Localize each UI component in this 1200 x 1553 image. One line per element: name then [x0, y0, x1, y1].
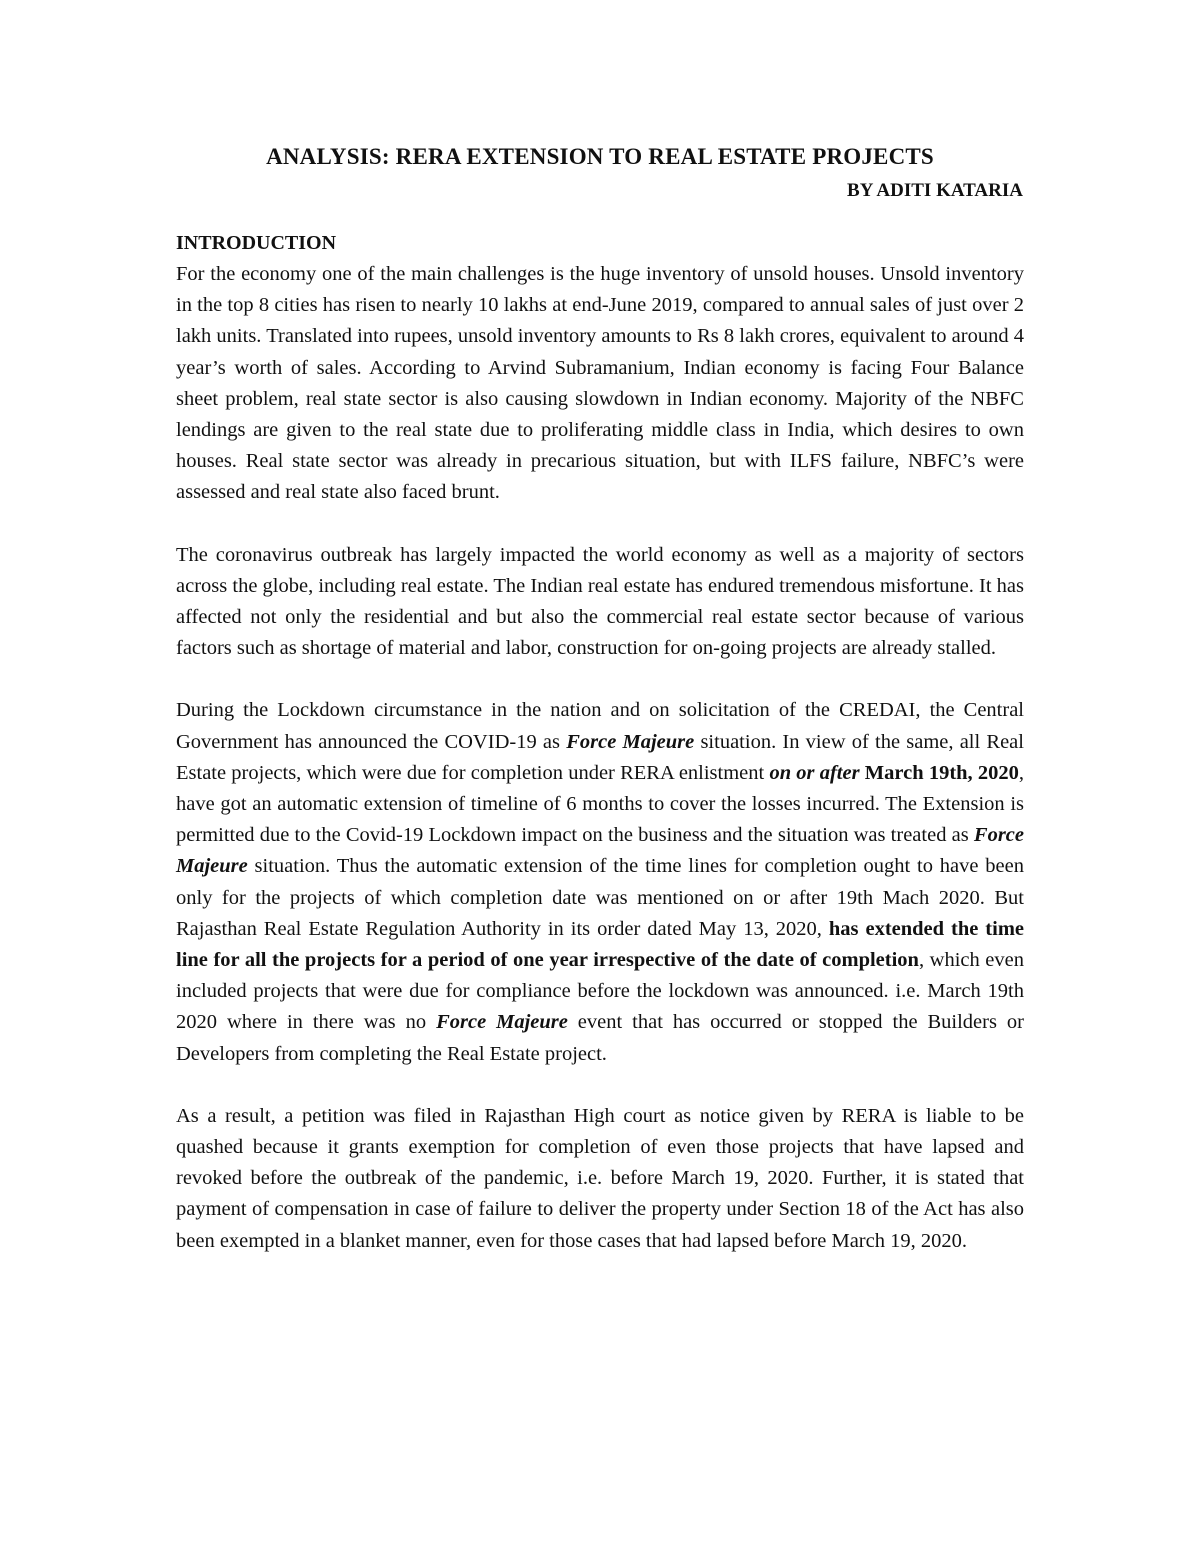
paragraph-3	[176, 695, 1024, 1069]
paragraph-3-text-6: event that has occurred or stopped the Builders or Developers from completing the Real Estate project.	[176, 1011, 1024, 1065]
march-19-date-emphasis: March 19th, 2020	[864, 761, 1019, 784]
author-byline: BY ADITI KATARIA	[847, 180, 1023, 201]
paragraph-3-text-3: , have got an automatic extension of timeline of 6 months to cover the losses incurred. The Extension is permitted due to the Covid-19 Lockdown impact on the business and the situation was treated as	[176, 761, 1025, 847]
document-title: ANALYSIS: RERA EXTENSION TO REAL ESTATE PROJECTS	[266, 144, 934, 169]
document-body	[176, 228, 1024, 1257]
paragraph-1: For the economy one of the main challenges is the huge inventory of unsold houses. Unsold inventory in the top 8 cities has risen to nearly 10 lakhs at end-June 2019, compared to annual sales of just over 2 lakh units. Translated into rupees, unsold inventory amounts to Rs 8 lakh crores, equivalent to around 4 year’s worth of sales. According to Arvind Subramanium, Indian economy is facing Four Balance sheet problem, real state sector is also causing slowdown in Indian economy. Majority of the NBFC lendings are given to the real state due to proliferating middle class in India, which desires to own houses. Real state sector was already in precarious situation, but with ILFS failure, NBFC’s were assessed and real state also faced brunt.	[176, 263, 1024, 504]
force-majeure-emphasis-1: Force Majeure	[566, 730, 695, 753]
paragraph-2: The coronavirus outbreak has largely impacted the world economy as well as a majority of sectors across the globe, including real estate. The Indian real estate has endured tremendous misfortune. It has affected not only the residential and but also the commercial real estate sector because of various factors such as shortage of material and labor, construction for on-going projects are already stalled.	[176, 543, 1024, 660]
paragraph-3-text-1: During the Lockdown circumstance in the nation and on solicitation of the CREDAI, the Central Government has announced the COVID-19 as	[176, 699, 1024, 753]
force-majeure-emphasis-3: Force Majeure	[436, 1011, 568, 1034]
paragraph-3-text-5: , which even included projects that were due for compliance before the lockdown was announced. i.e. March 19th 2020 where in there was no	[176, 949, 1024, 1034]
force-majeure-emphasis-2: Force Majeure	[176, 824, 1024, 878]
paragraph-3-text-2: situation. In view of the same, all Real Estate projects, which were due for completion under RERA enlistment	[176, 730, 1024, 784]
paragraph-3-text-4: situation. Thus the automatic extension of the time lines for completion ought to have been only for the projects of which completion date was mentioned on or after 19th Mach 2020. But Rajasthan Real Estate Regulation Authority in its order dated May 13, 2020,	[176, 855, 1024, 940]
section-heading-introduction: INTRODUCTION	[176, 232, 337, 254]
on-or-after-emphasis: on or after	[769, 761, 860, 784]
paragraph-4: As a result, a petition was filed in Rajasthan High court as notice given by RERA is liable to be quashed because it grants exemption for completion of even those projects that have lapsed and revoked before the outbreak of the pandemic, i.e. before March 19, 2020. Further, it is stated that payment of compensation in case of failure to deliver the property under Section 18 of the Act has also been exempted in a blanket manner, even for those cases that had lapsed before March 19, 2020.	[176, 1104, 1024, 1252]
extension-emphasis: has extended the time line for all the projects for a period of one year irrespective of the date of completion	[176, 917, 1025, 972]
